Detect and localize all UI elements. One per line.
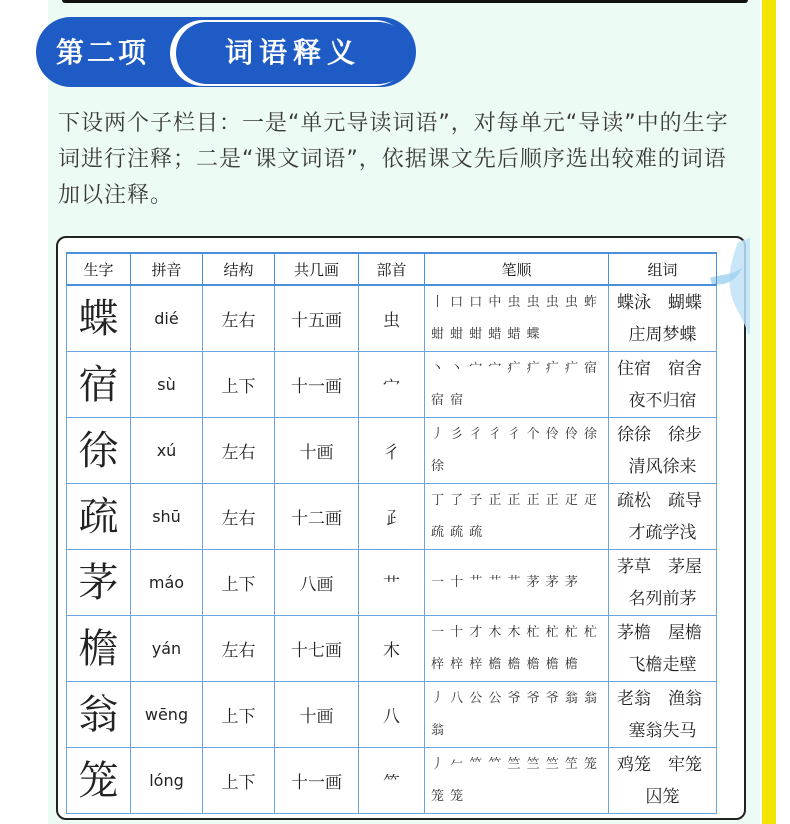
words-line-2: 庄周梦蝶 [628, 324, 697, 345]
radical-cell: 彳 [359, 418, 425, 484]
structure-cell: 上下 [203, 352, 275, 418]
table-row [67, 682, 717, 748]
pinyin-cell: wēng [131, 682, 203, 748]
stroke-order-line-2: 梓 梓 梓 檐 檐 檐 檐 檐 [431, 656, 579, 672]
radical-cell: 艹 [359, 550, 425, 616]
words-line-1: 老翁 渔翁 [617, 688, 702, 709]
words-line-2: 塞翁失马 [628, 720, 697, 741]
words-line-2: 囚笼 [645, 786, 680, 807]
radical-cell: 木 [359, 616, 425, 682]
stroke-order-cell [425, 418, 609, 484]
header-structure: 结构 [203, 253, 275, 285]
pinyin-cell: shū [131, 484, 203, 550]
table-row [67, 285, 717, 352]
radical-cell: 虫 [359, 285, 425, 352]
header-char: 生字 [67, 253, 131, 285]
words-cell [609, 616, 717, 682]
stroke-order-cell [425, 616, 609, 682]
table-row [67, 748, 717, 814]
stroke-order-cell [425, 748, 609, 814]
stroke-order-cell [425, 550, 609, 616]
words-cell [609, 285, 717, 352]
header-stroke-count: 共几画 [275, 253, 359, 285]
char-cell: 疏 [67, 484, 131, 550]
words-cell [609, 484, 717, 550]
stroke-order-line-1: 丿 八 公 公 爷 爷 爷 翁 翁 [431, 690, 599, 706]
pinyin-cell: máo [131, 550, 203, 616]
char-cell: 翁 [67, 682, 131, 748]
stroke-count-cell: 十七画 [275, 616, 359, 682]
header-pinyin: 拼音 [131, 253, 203, 285]
words-cell [609, 550, 717, 616]
words-line-1: 徐徐 徐步 [617, 424, 702, 445]
words-line-2: 才疏学浅 [628, 522, 697, 543]
top-divider [62, 0, 748, 3]
radical-cell: ⺮ [359, 748, 425, 814]
words-line-2: 夜不归宿 [628, 390, 697, 411]
words-line-1: 疏松 疏导 [617, 490, 702, 511]
structure-cell: 左右 [203, 418, 275, 484]
stroke-order-line-1: 丁 了 子 正 正 正 正 疋 疋 [431, 492, 599, 508]
stroke-order-line-2: 蚶 蚶 蚶 蜡 蜡 蝶 [431, 326, 541, 342]
radical-cell: 宀 [359, 352, 425, 418]
section-number: 第二项 [56, 36, 150, 69]
structure-cell: 左右 [203, 484, 275, 550]
header-stroke-order: 笔顺 [425, 253, 609, 285]
stroke-count-cell: 十画 [275, 418, 359, 484]
structure-cell: 左右 [203, 616, 275, 682]
pinyin-cell: lóng [131, 748, 203, 814]
stroke-order-cell [425, 484, 609, 550]
stroke-order-line-1: 丿 𠂉 𥫗 𥫗 竺 竺 竺 笁 笼 [431, 756, 599, 772]
right-accent-bar [762, 0, 776, 824]
words-line-1: 鸡笼 牢笼 [617, 754, 702, 775]
header-radical: 部首 [359, 253, 425, 285]
char-cell: 茅 [67, 550, 131, 616]
table-row [67, 484, 717, 550]
intro-paragraph: 下设两个子栏目：一是“单元导读词语”，对每单元“导读”中的生字词进行注释；二是“课文词语”，依据课文先后顺序选出较难的词语加以注释。 [58, 111, 729, 208]
vocab-table [66, 252, 717, 814]
structure-cell: 上下 [203, 748, 275, 814]
words-line-2: 飞檐走壁 [628, 654, 697, 675]
stroke-count-cell: 十一画 [275, 352, 359, 418]
words-line-1: 茅檐 屋檐 [617, 622, 702, 643]
table-row [67, 418, 717, 484]
words-line-1: 住宿 宿舍 [617, 358, 702, 379]
header-words: 组词 [609, 253, 717, 285]
structure-cell: 上下 [203, 550, 275, 616]
stroke-count-cell: 八画 [275, 550, 359, 616]
pinyin-cell: sù [131, 352, 203, 418]
table-row [67, 352, 717, 418]
stroke-count-cell: 十二画 [275, 484, 359, 550]
words-line-1: 茅草 茅屋 [617, 556, 702, 577]
stroke-order-line-1: 丶 丶 宀 宀 疒 疒 疒 疒 宿 [431, 360, 599, 376]
pinyin-cell: dié [131, 285, 203, 352]
words-cell [609, 352, 717, 418]
stroke-order-line-2: 宿 宿 [431, 392, 465, 408]
char-cell: 徐 [67, 418, 131, 484]
words-line-2: 名列前茅 [628, 588, 697, 609]
structure-cell: 左右 [203, 285, 275, 352]
pinyin-cell: yán [131, 616, 203, 682]
stroke-order-line-2: 翁 [431, 722, 446, 738]
stroke-count-cell: 十五画 [275, 285, 359, 352]
char-cell: 宿 [67, 352, 131, 418]
section-title: 词语释义 [224, 36, 361, 69]
words-cell [609, 418, 717, 484]
stroke-count-cell: 十画 [275, 682, 359, 748]
pinyin-cell: xú [131, 418, 203, 484]
char-cell: 檐 [67, 616, 131, 682]
table-header-row [67, 253, 717, 285]
words-line-2: 清风徐来 [628, 456, 697, 477]
table-row [67, 616, 717, 682]
words-cell [609, 682, 717, 748]
stroke-order-line-1: 丿 彡 彳 彳 彳 个 伶 伶 徐 [431, 426, 599, 442]
stroke-order-line-1: 丨 口 口 中 虫 虫 虫 虫 蚱 [431, 294, 599, 310]
stroke-order-line-2: 徐 [431, 458, 446, 474]
char-cell: 蝶 [67, 285, 131, 352]
stroke-order-cell [425, 285, 609, 352]
radical-cell: 八 [359, 682, 425, 748]
stroke-order-line-1: 一 十 才 木 木 杧 杧 杧 杧 [431, 624, 599, 640]
stroke-count-cell: 十一画 [275, 748, 359, 814]
stroke-order-line-1: 一 十 艹 艹 艹 茅 茅 茅 [431, 574, 579, 590]
table-row [67, 550, 717, 616]
structure-cell: 上下 [203, 682, 275, 748]
stroke-order-cell [425, 682, 609, 748]
stroke-order-line-2: 疏 疏 疏 [431, 524, 484, 540]
stroke-order-cell [425, 352, 609, 418]
words-cell [609, 748, 717, 814]
stroke-order-line-2: 笼 笼 [431, 788, 465, 804]
char-cell: 笼 [67, 748, 131, 814]
radical-cell: 𤴔 [359, 484, 425, 550]
words-line-1: 蝶泳 蝴蝶 [617, 292, 702, 313]
table-body [67, 285, 717, 814]
